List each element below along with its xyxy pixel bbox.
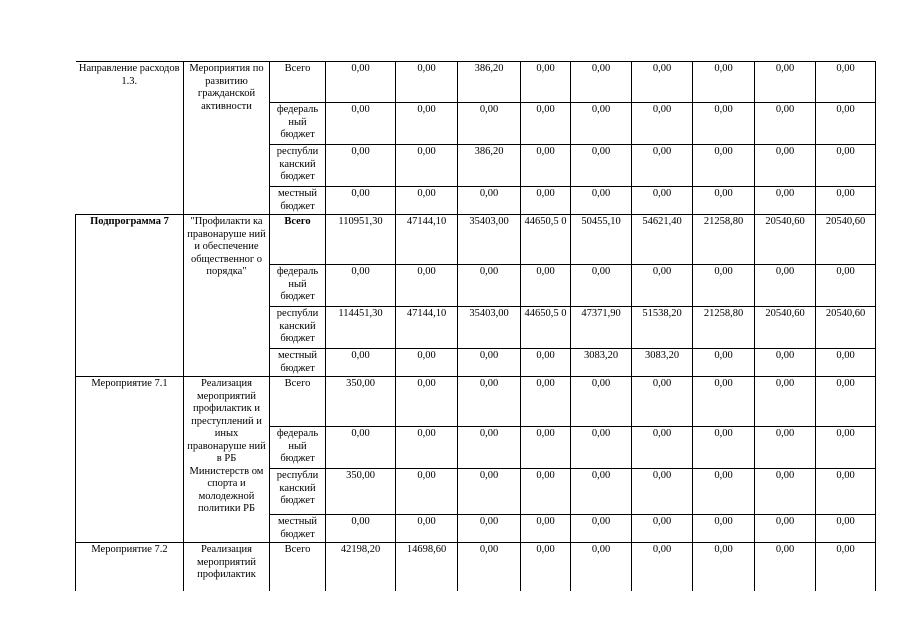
funding-source-cell: федераль ный бюджет	[270, 427, 326, 469]
amount-cell: 0,00	[521, 349, 571, 377]
amount-cell: 0,00	[396, 62, 458, 103]
amount-cell: 14698,60	[396, 543, 458, 591]
amount-cell: 20540,60	[816, 307, 876, 349]
amount-cell: 0,00	[693, 187, 755, 215]
amount-cell: 0,00	[396, 349, 458, 377]
row-group-title: Мероприятия по развитию гражданской активности	[184, 62, 270, 215]
amount-cell: 47144,10	[396, 215, 458, 265]
amount-cell: 0,00	[396, 265, 458, 307]
row-group-label: Мероприятие 7.1	[76, 377, 184, 543]
amount-cell: 20540,60	[816, 215, 876, 265]
row-group-label: Подпрограмма 7	[76, 215, 184, 377]
amount-cell: 0,00	[755, 377, 816, 427]
amount-cell: 0,00	[693, 427, 755, 469]
amount-cell: 0,00	[755, 103, 816, 145]
amount-cell: 0,00	[755, 265, 816, 307]
amount-cell: 0,00	[521, 427, 571, 469]
funding-source-cell: местный бюджет	[270, 515, 326, 543]
amount-cell: 0,00	[458, 427, 521, 469]
funding-source-cell: местный бюджет	[270, 187, 326, 215]
amount-cell: 51538,20	[632, 307, 693, 349]
amount-cell: 0,00	[693, 145, 755, 187]
funding-source-cell: федераль ный бюджет	[270, 103, 326, 145]
amount-cell: 0,00	[458, 469, 521, 515]
amount-cell: 386,20	[458, 62, 521, 103]
table-body	[76, 62, 876, 591]
amount-cell: 0,00	[816, 103, 876, 145]
amount-cell: 0,00	[693, 265, 755, 307]
amount-cell: 0,00	[816, 349, 876, 377]
amount-cell: 0,00	[521, 103, 571, 145]
amount-cell: 0,00	[396, 103, 458, 145]
amount-cell: 0,00	[396, 377, 458, 427]
amount-cell: 0,00	[458, 543, 521, 591]
amount-cell: 0,00	[396, 469, 458, 515]
amount-cell: 0,00	[396, 515, 458, 543]
amount-cell: 3083,20	[571, 349, 632, 377]
amount-cell: 0,00	[458, 515, 521, 543]
funding-source-cell: республи канский бюджет	[270, 307, 326, 349]
amount-cell: 0,00	[521, 377, 571, 427]
amount-cell: 350,00	[326, 469, 396, 515]
amount-cell: 350,00	[326, 377, 396, 427]
amount-cell: 0,00	[458, 349, 521, 377]
row-group-label: Направление расходов 1.3.	[76, 62, 184, 215]
funding-source-cell: республи канский бюджет	[270, 145, 326, 187]
funding-source-cell: Всего	[270, 62, 326, 103]
amount-cell: 0,00	[571, 103, 632, 145]
amount-cell: 0,00	[396, 145, 458, 187]
funding-source-cell: Всего	[270, 377, 326, 427]
amount-cell: 0,00	[326, 515, 396, 543]
amount-cell: 21258,80	[693, 215, 755, 265]
amount-cell: 0,00	[571, 187, 632, 215]
row-group-label: Мероприятие 7.2	[76, 543, 184, 591]
amount-cell: 0,00	[693, 103, 755, 145]
amount-cell: 0,00	[632, 145, 693, 187]
amount-cell: 0,00	[632, 543, 693, 591]
amount-cell: 0,00	[571, 515, 632, 543]
amount-cell: 0,00	[571, 469, 632, 515]
amount-cell: 0,00	[755, 427, 816, 469]
amount-cell: 0,00	[571, 543, 632, 591]
amount-cell: 0,00	[632, 103, 693, 145]
amount-cell: 0,00	[816, 543, 876, 591]
funding-source-cell: Всего	[270, 543, 326, 591]
amount-cell: 0,00	[521, 515, 571, 543]
amount-cell: 0,00	[755, 515, 816, 543]
amount-cell: 0,00	[755, 543, 816, 591]
amount-cell: 0,00	[632, 265, 693, 307]
amount-cell: 0,00	[458, 265, 521, 307]
amount-cell: 0,00	[521, 265, 571, 307]
amount-cell: 0,00	[326, 427, 396, 469]
amount-cell: 0,00	[693, 349, 755, 377]
amount-cell: 0,00	[571, 377, 632, 427]
amount-cell: 0,00	[326, 145, 396, 187]
amount-cell: 44650,5 0	[521, 307, 571, 349]
amount-cell: 0,00	[816, 187, 876, 215]
amount-cell: 0,00	[816, 427, 876, 469]
amount-cell: 0,00	[571, 427, 632, 469]
amount-cell: 0,00	[571, 62, 632, 103]
amount-cell: 0,00	[755, 349, 816, 377]
row-group-title: Реализация мероприятий профилактик	[184, 543, 270, 591]
funding-source-cell: Всего	[270, 215, 326, 265]
amount-cell: 0,00	[816, 265, 876, 307]
amount-cell: 0,00	[521, 145, 571, 187]
amount-cell: 110951,30	[326, 215, 396, 265]
amount-cell: 3083,20	[632, 349, 693, 377]
amount-cell: 0,00	[816, 469, 876, 515]
amount-cell: 35403,00	[458, 307, 521, 349]
amount-cell: 0,00	[571, 265, 632, 307]
amount-cell: 0,00	[816, 515, 876, 543]
amount-cell: 0,00	[458, 187, 521, 215]
funding-source-cell: местный бюджет	[270, 349, 326, 377]
amount-cell: 0,00	[816, 377, 876, 427]
amount-cell: 0,00	[755, 145, 816, 187]
amount-cell: 0,00	[816, 62, 876, 103]
amount-cell: 0,00	[632, 62, 693, 103]
amount-cell: 0,00	[396, 427, 458, 469]
amount-cell: 0,00	[326, 62, 396, 103]
amount-cell: 0,00	[693, 469, 755, 515]
row-group-title: "Профилакти ка правонаруше ний и обеспечение общественног о порядка"	[184, 215, 270, 377]
amount-cell: 0,00	[326, 349, 396, 377]
amount-cell: 0,00	[396, 187, 458, 215]
amount-cell: 47371,90	[571, 307, 632, 349]
amount-cell: 0,00	[458, 377, 521, 427]
row-group-title: Реализация мероприятий профилактик и преступлений и иных правонаруше ний в РБ Министерств ом спорта и молодежной политики РБ	[184, 377, 270, 543]
amount-cell: 20540,60	[755, 215, 816, 265]
funding-source-cell: республи канский бюджет	[270, 469, 326, 515]
amount-cell: 44650,5 0	[521, 215, 571, 265]
amount-cell: 0,00	[755, 469, 816, 515]
amount-cell: 114451,30	[326, 307, 396, 349]
amount-cell: 21258,80	[693, 307, 755, 349]
table-row	[76, 543, 876, 591]
amount-cell: 0,00	[693, 62, 755, 103]
amount-cell: 50455,10	[571, 215, 632, 265]
amount-cell: 0,00	[693, 543, 755, 591]
amount-cell: 0,00	[632, 515, 693, 543]
amount-cell: 0,00	[755, 187, 816, 215]
table-row	[76, 62, 876, 103]
table-row	[76, 377, 876, 427]
amount-cell: 0,00	[693, 377, 755, 427]
amount-cell: 35403,00	[458, 215, 521, 265]
amount-cell: 386,20	[458, 145, 521, 187]
amount-cell: 0,00	[521, 62, 571, 103]
budget-table	[75, 61, 876, 591]
amount-cell: 0,00	[632, 377, 693, 427]
amount-cell: 0,00	[458, 103, 521, 145]
funding-source-cell: федераль ный бюджет	[270, 265, 326, 307]
table-row	[76, 215, 876, 265]
amount-cell: 0,00	[521, 543, 571, 591]
amount-cell: 0,00	[632, 469, 693, 515]
amount-cell: 0,00	[521, 469, 571, 515]
amount-cell: 47144,10	[396, 307, 458, 349]
amount-cell: 0,00	[326, 187, 396, 215]
amount-cell: 0,00	[326, 265, 396, 307]
amount-cell: 0,00	[755, 62, 816, 103]
amount-cell: 0,00	[632, 187, 693, 215]
amount-cell: 0,00	[571, 145, 632, 187]
amount-cell: 0,00	[816, 145, 876, 187]
amount-cell: 20540,60	[755, 307, 816, 349]
amount-cell: 0,00	[521, 187, 571, 215]
amount-cell: 0,00	[632, 427, 693, 469]
amount-cell: 0,00	[326, 103, 396, 145]
amount-cell: 54621,40	[632, 215, 693, 265]
amount-cell: 0,00	[693, 515, 755, 543]
amount-cell: 42198,20	[326, 543, 396, 591]
